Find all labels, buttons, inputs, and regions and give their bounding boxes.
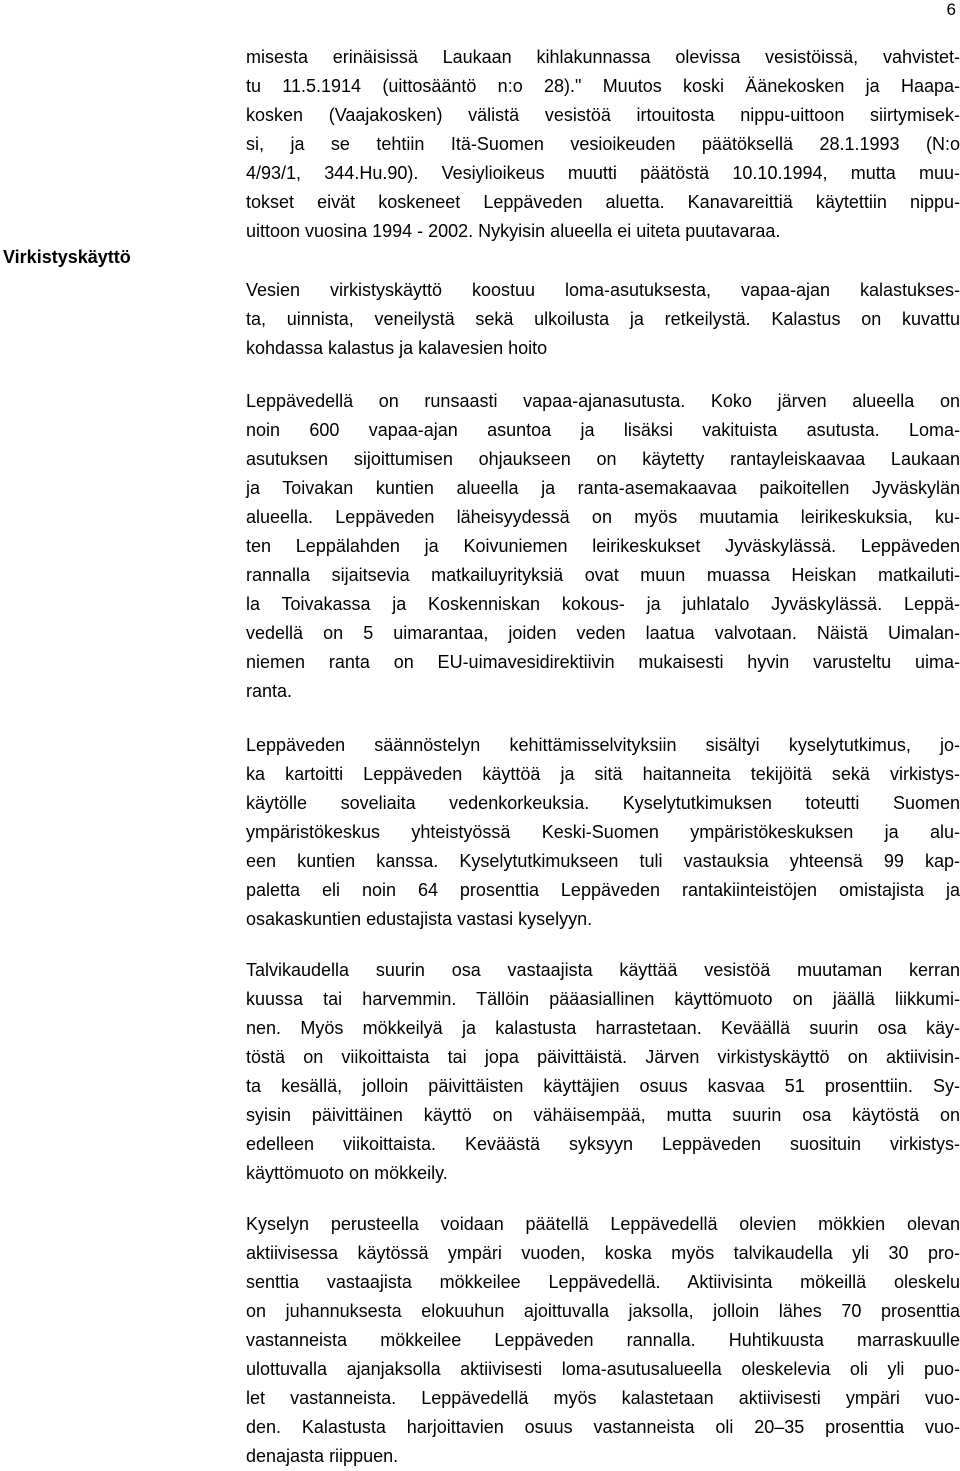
section-sidehead: Virkistyskäyttö	[3, 247, 131, 267]
text-line: käytölle soveliaita vedenkorkeuksia. Kyselytutkimuksen toteutti Suomen	[246, 793, 960, 813]
text-line: 4/93/1, 344.Hu.90). Vesiylioikeus muutti päätöstä 10.10.1994, mutta muu-	[246, 163, 960, 183]
text-line: niemen ranta on EU-uimavesidirektiivin mukaisesti hyvin varusteltu uima-	[246, 652, 960, 672]
text-line: Kyselyn perusteella voidaan päätellä Leppävedellä olevien mökkien olevan	[246, 1214, 960, 1234]
text-line: alueella. Leppäveden läheisyydessä on myös muutamia leirikeskuksia, ku-	[246, 507, 960, 527]
text-line: Talvikaudella suurin osa vastaajista käyttää vesistöä muutaman kerran	[246, 960, 960, 980]
paragraph-cottage-activity	[246, 1210, 960, 1471]
text-line: rannalla sijaitsevia matkailuyrityksiä ovat muun muassa Heiskan matkailuti-	[246, 565, 960, 585]
paragraph-holiday-housing	[246, 387, 960, 706]
text-line: nen. Myös mökkeilyä ja kalastusta harrastetaan. Keväällä suurin osa käy-	[246, 1018, 960, 1038]
text-line: misesta erinäisissä Laukaan kihlakunnassa olevissa vesistöissä, vahvistet-	[246, 47, 960, 67]
text-line: la Toivakassa ja Koskenniskan kokous- ja juhlatalo Jyväskylässä. Leppä-	[246, 594, 960, 614]
text-line: ja Toivakan kuntien alueella ja ranta-asemakaavaa paikoitellen Jyväskylän	[246, 478, 960, 498]
text-line: kuussa tai harvemmin. Tällöin pääasiallinen käyttömuoto on jäällä liikkumi-	[246, 989, 960, 1009]
text-line: syisin päivittäinen käyttö on vähäisempää, mutta suurin osa käytöstä on	[246, 1105, 960, 1125]
text-line: asutuksen sijoittumisen ohjaukseen on käytetty rantayleiskaavaa Laukaan	[246, 449, 960, 469]
text-line: denajasta riippuen.	[246, 1446, 399, 1466]
text-line: ten Leppälahden ja Koivuniemen leirikeskukset Jyväskylässä. Leppäveden	[246, 536, 960, 556]
text-line: käyttömuoto on mökkeily.	[246, 1163, 448, 1183]
text-line: kosken (Vaajakosken) välistä vesistöä irtouitosta nippu-uittoon siirtymisek-	[246, 105, 960, 125]
page-number: 6	[946, 0, 956, 19]
text-line: noin 600 vapaa-ajan asuntoa ja lisäksi vakituista asutusta. Loma-	[246, 420, 960, 440]
paragraph-recreation-use	[246, 276, 960, 363]
text-line: ranta.	[246, 681, 293, 701]
text-line: aktiivisessa käytössä ympäri vuoden, koska myös talvikaudella yli 30 pro-	[246, 1243, 960, 1263]
text-line: ta kesällä, jolloin päivittäisten käyttäjien osuus kasvaa 51 prosenttiin. Sy-	[246, 1076, 960, 1096]
text-line: si, ja se tehtiin Itä-Suomen vesioikeuden päätöksellä 28.1.1993 (N:o	[246, 134, 960, 154]
text-line: kohdassa kalastus ja kalavesien hoito	[246, 338, 548, 358]
text-line: osakaskuntien edustajista vastasi kyselyyn.	[246, 909, 593, 929]
paragraph-survey	[246, 731, 960, 934]
text-line: een kuntien kanssa. Kyselytutkimukseen tuli vastauksia yhteensä 99 kap-	[246, 851, 960, 871]
text-line: let vastanneista. Leppävedellä myös kalastetaan aktiivisesti ympäri vuo-	[246, 1388, 960, 1408]
text-line: den. Kalastusta harjoittavien osuus vastanneista oli 20–35 prosenttia vuo-	[246, 1417, 960, 1437]
paragraph-seasonal-use	[246, 956, 960, 1188]
text-line: senttia vastaajista mökkeilee Leppävedellä. Aktiivisinta mökeillä oleskelu	[246, 1272, 960, 1292]
text-line: Leppäveden säännöstelyn kehittämisselvityksiin sisältyi kyselytutkimus, jo-	[246, 735, 960, 755]
text-line: paletta eli noin 64 prosenttia Leppäveden rantakiinteistöjen omistajista ja	[246, 880, 960, 900]
text-line: Leppävedellä on runsaasti vapaa-ajanasutusta. Koko järven alueella on	[246, 391, 960, 411]
text-line: uittoon vuosina 1994 - 2002. Nykyisin alueella ei uiteta puutavaraa.	[246, 221, 781, 241]
text-line: ka kartoitti Leppäveden käyttöä ja sitä haitanneita tekijöitä sekä virkistys-	[246, 764, 960, 784]
text-line: töstä on viikoittaista tai jopa päivittäistä. Järven virkistyskäyttö on aktiivisin-	[246, 1047, 960, 1067]
paragraph-intro-continued	[246, 43, 960, 246]
text-line: vastanneista mökkeilee Leppäveden rannalla. Huhtikuusta marraskuulle	[246, 1330, 960, 1350]
text-line: tokset eivät koskeneet Leppäveden aluetta. Kanavareittiä käytettiin nippu-	[246, 192, 960, 212]
text-line: edelleen viikoittaista. Keväästä syksyyn Leppäveden suosituin virkistys-	[246, 1134, 960, 1154]
text-line: ympäristökeskus yhteistyössä Keski-Suomen ympäristökeskuksen ja alu-	[246, 822, 960, 842]
text-line: ulottuvalla ajanjaksolla aktiivisesti loma-asutusalueella oleskelevia oli yli puo-	[246, 1359, 960, 1379]
text-line: vedellä on 5 uimarantaa, joiden veden laatua valvotaan. Näistä Uimalan-	[246, 623, 960, 643]
text-line: Vesien virkistyskäyttö koostuu loma-asutuksesta, vapaa-ajan kalastukses-	[246, 280, 960, 300]
text-line: tu 11.5.1914 (uittosääntö n:o 28)." Muutos koski Äänekosken ja Haapa-	[246, 76, 960, 96]
text-line: on juhannuksesta elokuuhun ajoittuvalla jaksolla, jolloin lähes 70 prosenttia	[246, 1301, 960, 1321]
text-line: ta, uinnista, veneilystä sekä ulkoilusta ja retkeilystä. Kalastus on kuvattu	[246, 309, 960, 329]
